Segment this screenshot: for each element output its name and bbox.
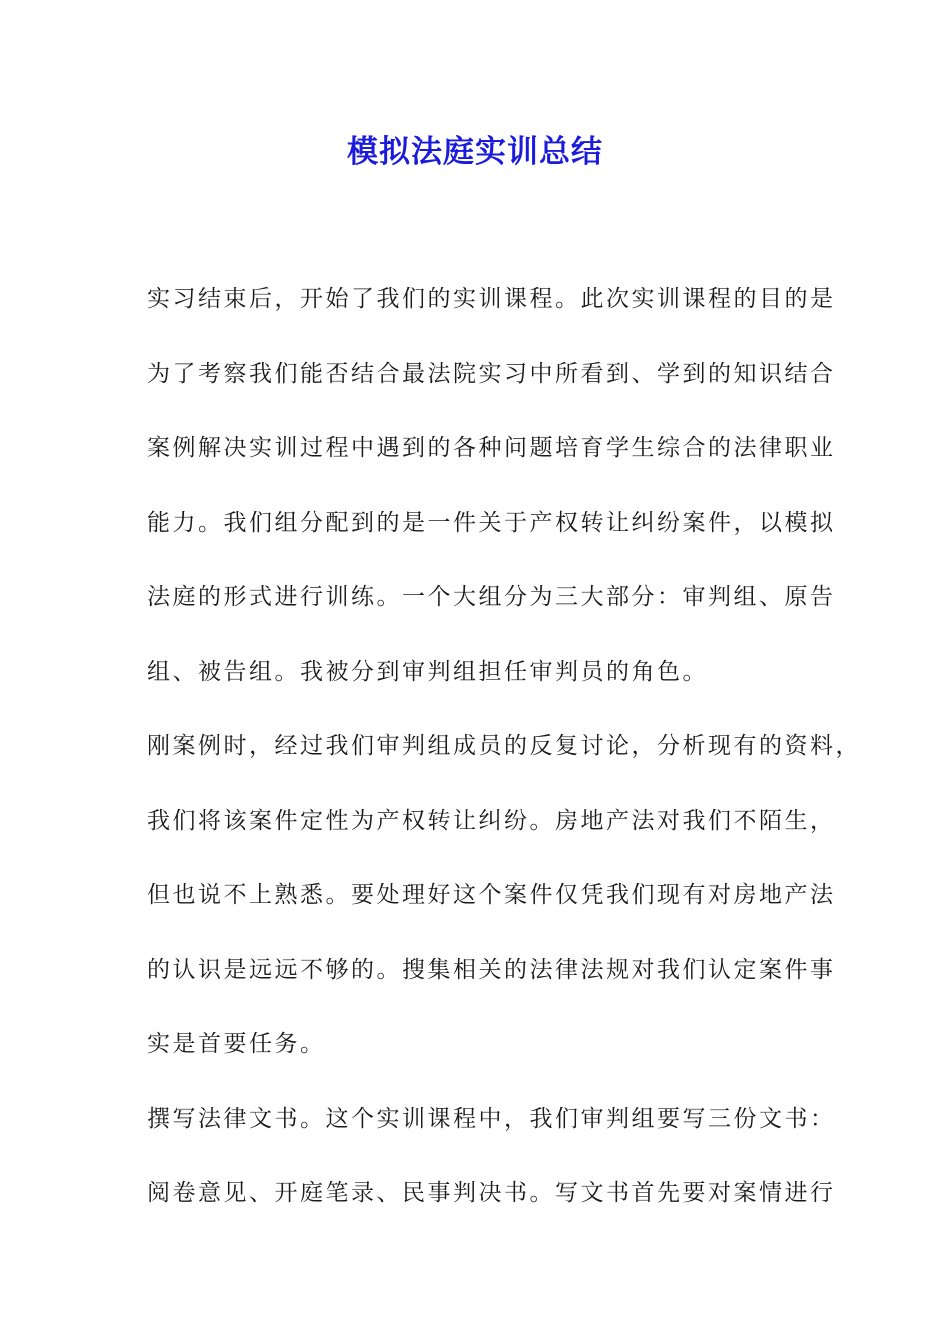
text-line: 法庭的形式进行训练。一个大组分为三大部分：审判组、原告 xyxy=(147,584,836,610)
document-body xyxy=(147,262,861,1231)
text-line: 实是首要任务。 xyxy=(147,1031,326,1057)
text-line: 组、被告组。我被分到审判组担任审判员的角色。 xyxy=(147,658,708,685)
text-line: 的认识是远远不够的。搜集相关的法律法规对我们认定案件事 xyxy=(147,956,836,983)
text-line: 撰写法律文书。这个实训课程中，我们审判组要写三份文书： xyxy=(147,1105,836,1132)
text-line: 阅卷意见、开庭笔录、民事判决书。写文书首先要对案情进行 xyxy=(147,1180,836,1206)
text-line: 实习结束后，开始了我们的实训课程。此次实训课程的目的是 xyxy=(147,286,836,312)
text-line: 能力。我们组分配到的是一件关于产权转让纠纷案件，以模拟 xyxy=(147,509,836,536)
text-line: 案例解决实训过程中遇到的各种问题培育学生综合的法律职业 xyxy=(147,435,836,461)
text-line: 但也说不上熟悉。要处理好这个案件仅凭我们现有对房地产法 xyxy=(147,882,836,908)
text-line: 刚案例时，经过我们审判组成员的反复讨论，分析现有的资料， xyxy=(147,733,861,759)
text-line: 为了考察我们能否结合最法院实习中所看到、学到的知识结合 xyxy=(147,360,836,387)
document-title: 模拟法庭实训总结 xyxy=(347,134,603,170)
text-line: 我们将该案件定性为产权转让纠纷。房地产法对我们不陌生， xyxy=(147,807,836,834)
